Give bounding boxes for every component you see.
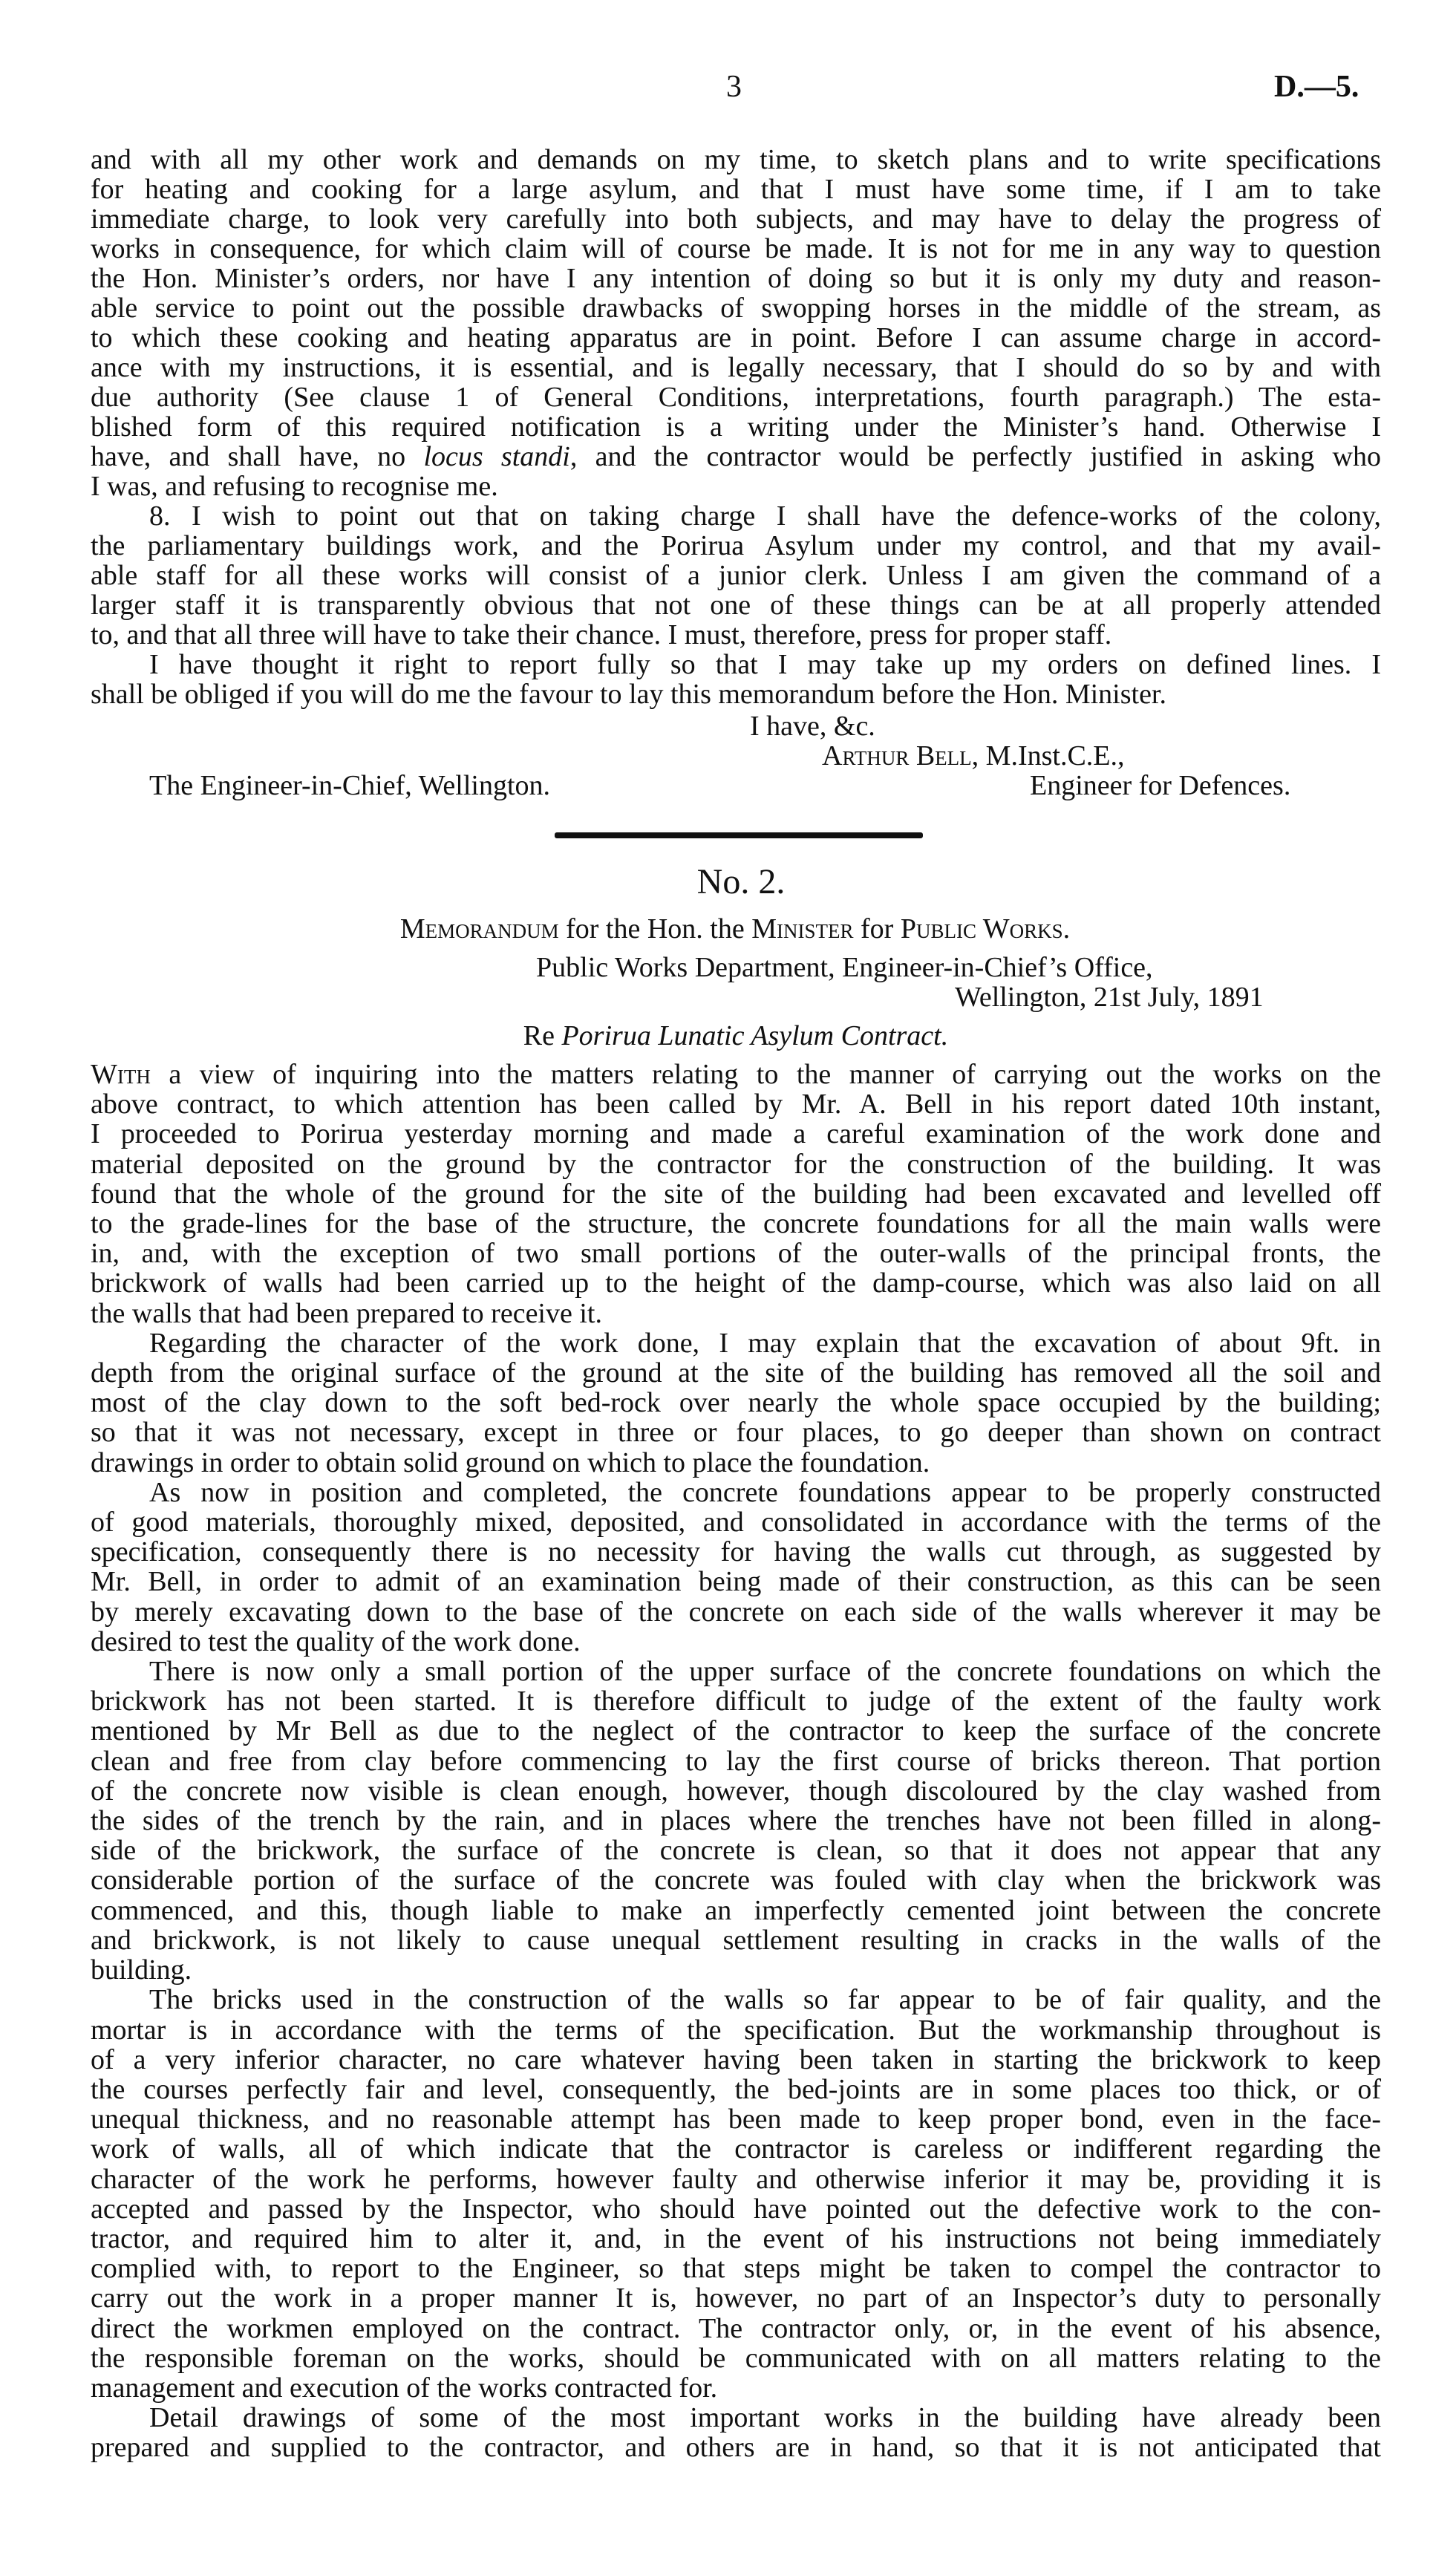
text-segment: have, and shall have, no (91, 441, 424, 472)
text-line: commenced, and this, though liable to make an imperfectly cemented joint between the concrete (91, 1894, 1381, 1926)
text-line: Mr. Bell, in order to admit of an examination being made of their construction, as this can be seen (91, 1566, 1381, 1598)
text-line: specification, consequently there is no necessity for having the walls cut through, as suggested by (91, 1536, 1381, 1568)
text-line: and brickwork, is not likely to cause unequal settlement resulting in cracks in the walls of the (91, 1924, 1381, 1956)
text-line: the walls that had been prepared to receive it. (91, 1297, 602, 1329)
text-line: the parliamentary buildings work, and the Porirua Asylum under my control, and that my avail- (91, 530, 1381, 561)
text-line: larger staff it is transparently obvious that not one of these things can be at all properly attended (91, 590, 1381, 621)
memorandum-title (0, 914, 1456, 944)
text-line: Regarding the character of the work done, I may explain that the excavation of about 9ft. in (149, 1327, 1381, 1359)
text-line: found that the whole of the ground for the site of the building had been excavated and levelled off (91, 1178, 1381, 1210)
text-line: management and execution of the works contracted for. (91, 2372, 718, 2404)
text-line: depth from the original surface of the ground at the site of the building has removed all the soil and (91, 1357, 1381, 1389)
paragraph (91, 1657, 1381, 1985)
text-line: to, and that all three will have to take their chance. I must, therefore, press for proper staff. (91, 619, 1112, 650)
text-line: able service to point out the possible drawbacks of swopping horses in the middle of the stream, as (91, 293, 1381, 324)
text-line: mentioned by Mr Bell as due to the neglect of the contractor to keep the surface of the concrete (91, 1715, 1381, 1747)
text-line: ance with my instructions, it is essential, and is legally necessary, that I should do so by and with (91, 352, 1381, 383)
text-line: drawings in order to obtain solid ground on which to place the foundation. (91, 1446, 930, 1478)
text-segment: , and the contractor would be perfectly justified in asking who (569, 441, 1381, 472)
text-line: and with all my other work and demands on my time, to sketch plans and to write specifications (91, 144, 1381, 175)
text-segment: a view of inquiring into the matters relating to the manner of carrying out the works on the (150, 1059, 1381, 1090)
text-line: prepared and supplied to the contractor, and others are in hand, so that it is not anticipated that (91, 2432, 1381, 2464)
text-line: able staff for all these works will consist of a junior clerk. Unless I am given the command of a (91, 560, 1381, 591)
text-line: shall be obliged if you will do me the favour to lay this memorandum before the Hon. Minister. (91, 679, 1166, 710)
text-line: so that it was not necessary, except in three or four places, to go deeper than shown on contract (91, 1417, 1381, 1449)
signature-title: Engineer for Defences. (1030, 770, 1291, 801)
small-caps-text: Minister (751, 913, 854, 945)
text-line: I have thought it right to report fully so that I may take up my orders on defined lines. I (149, 649, 1381, 680)
text-line: work of walls, all of which indicate that the contractor is careless or indifferent regarding the (91, 2133, 1381, 2165)
text-line: to the grade-lines for the base of the structure, the concrete foundations for all the main walls were (91, 1208, 1381, 1240)
text-segment: . (1062, 913, 1071, 945)
text-line: I proceeded to Porirua yesterday morning and made a careful examination of the work done and (91, 1118, 1381, 1150)
text-line: considerable portion of the surface of the concrete was fouled with clay when the brickwork was (91, 1865, 1381, 1896)
paragraph (91, 1328, 1381, 1478)
text-segment: for the Hon. the (558, 913, 752, 945)
text-line: blished form of this required notification is a writing under the Minister’s hand. Otherwise I (91, 411, 1381, 443)
text-line: tractor, and required him to alter it, and, in the event of his instructions not being immediately (91, 2222, 1381, 2254)
text-line: by merely excavating down to the base of the concrete on each side of the walls wherever it may be (91, 1596, 1381, 1628)
text-line: for heating and cooking for a large asylum, and that I must have some time, if I am to take (91, 174, 1381, 205)
subject-line (0, 1021, 1456, 1051)
paragraph (91, 145, 1381, 501)
text-line: I was, and refusing to recognise me. (91, 471, 498, 502)
text-line: due authority (See clause 1 of General Conditions, interpretations, fourth paragraph.) The esta- (91, 382, 1381, 413)
text-line: the Hon. Minister’s orders, nor have I any intention of doing so but it is only my duty and reason- (91, 263, 1381, 294)
page-number: 3 (726, 70, 742, 104)
text-line: of good materials, thoroughly mixed, deposited, and consolidated in accordance with the terms of the (91, 1507, 1381, 1539)
addressee: The Engineer-in-Chief, Wellington. (149, 770, 550, 801)
subject-title: Porirua Lunatic Asylum Contract. (561, 1020, 949, 1051)
text-line: of a very inferior character, no care whatever having been taken in starting the brickwork to keep (91, 2043, 1381, 2075)
letter-number-heading: No. 2. (696, 862, 786, 901)
text-line: character of the work he performs, however faulty and otherwise inferior it may be, providing it is (91, 2163, 1381, 2195)
signature (822, 741, 1125, 771)
paragraph (91, 1478, 1381, 1657)
subject-prefix: Re (523, 1020, 562, 1051)
letter-closing: I have, &c. (750, 711, 875, 742)
text-line: building. (91, 1954, 192, 1986)
section-divider-rule (555, 832, 923, 838)
signature-name: Arthur Bell (822, 740, 972, 771)
text-line: direct the workmen employed on the contract. The contractor only, or, in the event of his absence, (91, 2312, 1381, 2344)
text-line: brickwork has not been started. It is therefore difficult to judge of the extent of the faulty work (91, 1686, 1381, 1717)
letter-date: Wellington, 21st July, 1891 (955, 982, 1264, 1013)
paragraph (91, 2403, 1381, 2462)
text-line: There is now only a small portion of the upper surface of the concrete foundations on which the (149, 1656, 1381, 1688)
text-line (91, 1060, 1381, 1089)
text-line: works in consequence, for which claim will of course be made. It is not for me in any way to question (91, 233, 1381, 264)
text-line: As now in position and completed, the concrete foundations appear to be properly constructed (149, 1476, 1381, 1508)
text-line: unequal thickness, and no reasonable attempt has been made to keep proper bond, even in the face- (91, 2104, 1381, 2136)
text-line: the sides of the trench by the rain, and in places where the trenches have not been filled in along- (91, 1805, 1381, 1837)
small-caps-text: Public Works (900, 913, 1063, 945)
text-line: immediate charge, to look very carefully into both subjects, and may have to delay the progress of (91, 203, 1381, 235)
text-line: the responsible foreman on the works, should be communicated with on all matters relating to the (91, 2342, 1381, 2374)
text-line: material deposited on the ground by the contractor for the construction of the building. It was (91, 1148, 1381, 1180)
sender-office: Public Works Department, Engineer-in-Chief’s Office, (536, 952, 1153, 983)
text-line: side of the brickwork, the surface of the concrete is clean, so that it does not appear that any (91, 1835, 1381, 1867)
text-segment: for (853, 913, 901, 945)
paragraph (91, 1060, 1381, 1328)
text-line: complied with, to report to the Engineer, so that steps might be taken to compel the contractor to (91, 2253, 1381, 2285)
text-line: the courses perfectly fair and level, consequently, the bed-joints are in some places too thick, or of (91, 2073, 1381, 2105)
document-reference: D.—5. (1274, 70, 1359, 104)
text-line: mortar is in accordance with the terms of the specification. But the workmanship throughout is (91, 2014, 1381, 2046)
text-line: above contract, to which attention has been called by Mr. A. Bell in his report dated 10th instant, (91, 1089, 1381, 1120)
letter-1-body (91, 145, 1381, 709)
letter-2-body (91, 1060, 1381, 2463)
text-line: desired to test the quality of the work done. (91, 1625, 581, 1657)
text-line: clean and free from clay before commencing to lay the first course of bricks thereon. That portion (91, 1745, 1381, 1777)
text-line: Detail drawings of some of the most important works in the building have already been (149, 2402, 1381, 2434)
text-line: in, and, with the exception of two small portions of the outer-walls of the principal fronts, the (91, 1238, 1381, 1270)
text-line: most of the clay down to the soft bed-rock over nearly the whole space occupied by the building; (91, 1387, 1381, 1419)
text-line: to which these cooking and heating apparatus are in point. Before I can assume charge in accord- (91, 322, 1381, 353)
text-line: carry out the work in a proper manner It is, however, no part of an Inspector’s duty to personally (91, 2283, 1381, 2314)
signature-suffix: , M.Inst.C.E., (971, 740, 1125, 771)
text-line: of the concrete now visible is clean enough, however, though discoloured by the clay washed from (91, 1775, 1381, 1807)
paragraph (91, 1985, 1381, 2403)
paragraph (91, 650, 1381, 709)
small-caps-text: Memorandum (399, 913, 559, 945)
text-line: brickwork of walls had been carried up to the height of the damp-course, which was also laid on all (91, 1268, 1381, 1299)
paragraph (91, 501, 1381, 650)
text-line: The bricks used in the construction of the walls so far appear to be of fair quality, and the (149, 1984, 1381, 2016)
italic-text: locus standi (423, 441, 570, 472)
small-caps-text: With (91, 1059, 151, 1090)
text-line: 8. I wish to point out that on taking charge I shall have the defence-works of the colony, (149, 500, 1381, 532)
text-line: accepted and passed by the Inspector, who should have pointed out the defective work to the con- (91, 2193, 1381, 2225)
text-line (91, 442, 1381, 472)
